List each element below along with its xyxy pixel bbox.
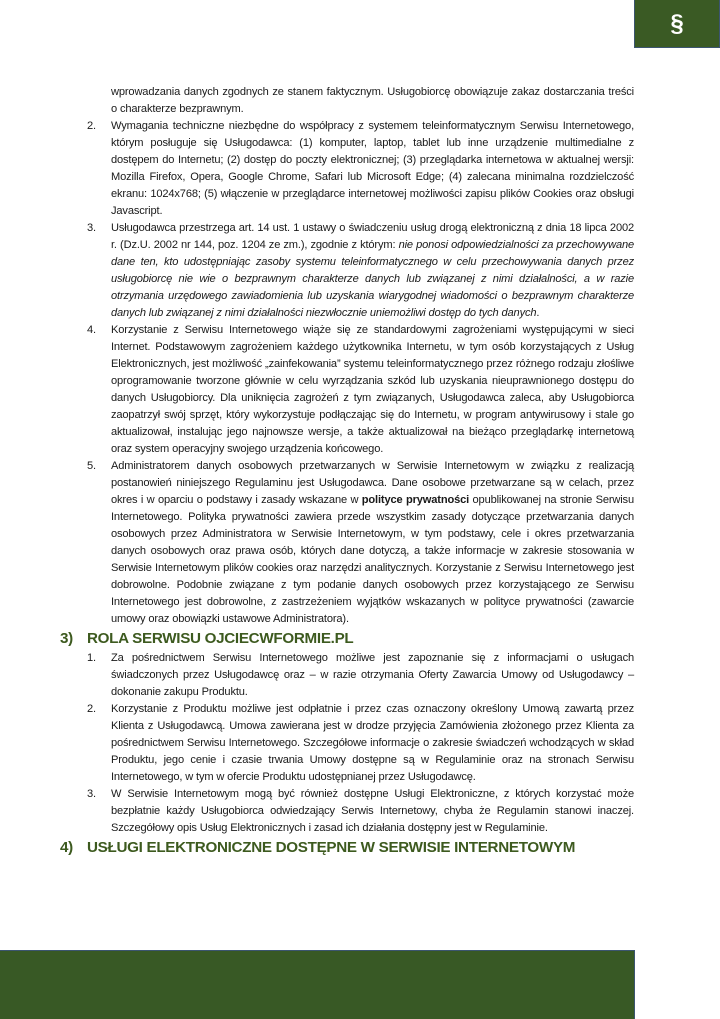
item-text-after: opublikowanej na stronie Serwisu Internetowego. Polityka prywatności zawiera przede wszystkim zasady dotyczące przetwarzania danych osobowych przez Administratora w Serwisie Internetowym, w tym podstawy, cele i okres przetwarzania danych osobowych oraz prawa osób, których dane dotyczą, a także informacje w zakresie stosowania w Serwisie Internetowym plików cookies oraz narzędzi analitycznych. Korzystanie z Serwisu Internetowego jest dobrowolne. Podobnie związane z tym podanie danych osobowych przez korzystającego ze Serwisu Internetowego jest dobrowolne, z zastrzeżeniem wyjątków wskazanych w polityce prywatności (zawarcie umowy oraz obowiązki ustawowe Administratora). [111, 494, 634, 625]
section-symbol-badge [634, 0, 720, 48]
list-item [0, 458, 634, 628]
section-heading-3 [0, 628, 720, 650]
section-number: 4) [60, 839, 73, 856]
list-item [0, 701, 634, 786]
item-text: Korzystanie z Produktu możliwe jest odpłatnie i przez czas oznaczony określony Umową zawartą przez Klienta z Usługodawcą. Umowa zawierana jest w drodze przyjęcia Zamówienia złożonego przez Klienta za pośrednictwem Serwisu Internetowego. Szczegółowe informacje o zakresie świadczeń wchodzących w skład Produktu, jego cenie i czasie trwania Umowy dostępne są w Regulaminie oraz na stronach Serwisu Internetowego, w tym w ofercie Produktu udostępnianej przez Usługodawcę. [111, 703, 634, 783]
item-number: 4. [87, 324, 96, 336]
document-body [0, 84, 720, 859]
item-number: 3. [87, 788, 96, 800]
item-text: Za pośrednictwem Serwisu Internetowego możliwe jest zapoznanie się z informacjami o usługach świadczonych przez Usługodawcę oraz – w razie otrzymania Oferty Zawarcia Umowy od Usługodawcy – dokonanie zakupu Produktu. [111, 652, 634, 698]
item-number: 1. [87, 652, 96, 664]
list-item [0, 322, 634, 458]
continuation-paragraph: wprowadzania danych zgodnych ze stanem faktycznym. Usługobiorcę obowiązuje zakaz dostarczania treści o charakterze bezprawnym. [111, 86, 634, 115]
section-heading-4 [0, 837, 720, 859]
quoted-law-text: nie ponosi odpowiedzialności za przechowywane dane ten, kto udostępniając zasoby systemu teleinformatycznego w celu przechowywania danych przez usługobiorcę nie wie o bezprawnym charakterze danych lub związanej z nimi działalności, a w razie otrzymania urzędowego zawiadomienia lub uzyskania wiarygodnej wiadomości o bezprawnym charakterze danych lub związanej z nimi działalności niezwłocznie uniemożliwi dostęp do tych danych [111, 239, 634, 319]
item-text: Korzystanie z Serwisu Internetowego wiąże się ze standardowymi zagrożeniami występującymi w sieci Internet. Podstawowym zagrożeniem każdego użytkownika Internetu, w tym osób korzystających z Usług Elektronicznych, jest możliwość „zainfekowania” systemu teleinformatycznego przez różnego rodzaju złośliwe oprogramowanie tworzone głównie w celu wyrządzania szkód lub uzyskania nieuprawnionego dostępu do danych Usługobiorcy. Dla uniknięcia zagrożeń z tym związanych, Usługodawca zaleca, aby Usługobiorca zaopatrzył swój sprzęt, który wykorzystuje podłączając się do Internetu, w program antywirusowy i stale go aktualizował, instalując jego najnowsze wersje, a także aktualizował na bieżąco przeglądarkę internetową oraz system operacyjny swojego urządzenia końcowego. [111, 324, 634, 455]
item-text: Administratorem danych osobowych przetwarzanych w Serwisie Internetowym w związku z realizacją postanowień niniejszego Regulaminu jest Usługodawca. Dane osobowe przetwarzane są w celach, przez okres i w oparciu o podstawy i zasady wskazane w [111, 460, 634, 506]
item-text: W Serwisie Internetowym mogą być również dostępne Usługi Elektroniczne, z których korzystać może bezpłatnie każdy Usługobiorca odwiedzający Serwis Internetowy, chyba że Regulamin stanowi inaczej. Szczegółowy opis Usług Elektronicznych i zasad ich działania dostępny jest w Regulaminie. [111, 788, 634, 834]
list-item [0, 220, 634, 322]
item-number: 2. [87, 703, 96, 715]
item-text-end: . [536, 307, 540, 319]
item-number: 5. [87, 460, 96, 472]
item-text: Wymagania techniczne niezbędne do współpracy z systemem teleinformatycznym Serwisu Internetowego, którym posługuje się Usługodawca: (1) komputer, laptop, tablet lub inne urządzenie multimedialne z dostępem do Internetu; (2) dostęp do poczty elektronicznej; (3) przeglądarka internetowa w aktualnej wersji: Mozilla Firefox, Opera, Google Chrome, Safari lub Microsoft Edge; (4) zalecana minimalna rozdzielczość ekranu: 1024x768; (5) włączenie w przeglądarce internetowej możliwości zapisu plików Cookies oraz obsługi Javascript. [111, 120, 634, 217]
item-number: 3. [87, 222, 96, 234]
item-number: 2. [87, 120, 96, 132]
item-text: Usługodawca przestrzega art. 14 ust. 1 ustawy o świadczeniu usług drogą elektroniczną z dnia 18 lipca 2002 r. (Dz.U. 2002 nr 144, poz. 1204 ze zm.), zgodnie z którym: [111, 222, 634, 251]
list-item [0, 118, 634, 220]
list-item [0, 786, 634, 837]
privacy-policy-reference: polityce prywatności [361, 494, 470, 506]
list-item [0, 650, 634, 701]
section-number: 3) [60, 630, 73, 647]
section-title: USŁUGI ELEKTRONICZNE DOSTĘPNE W SERWISIE INTERNETOWYM [87, 839, 576, 856]
footer-bar [0, 950, 635, 1019]
section-title: ROLA SERWISU OJCIECWFORMIE.PL [87, 630, 354, 647]
section-symbol-icon: § [670, 9, 684, 37]
